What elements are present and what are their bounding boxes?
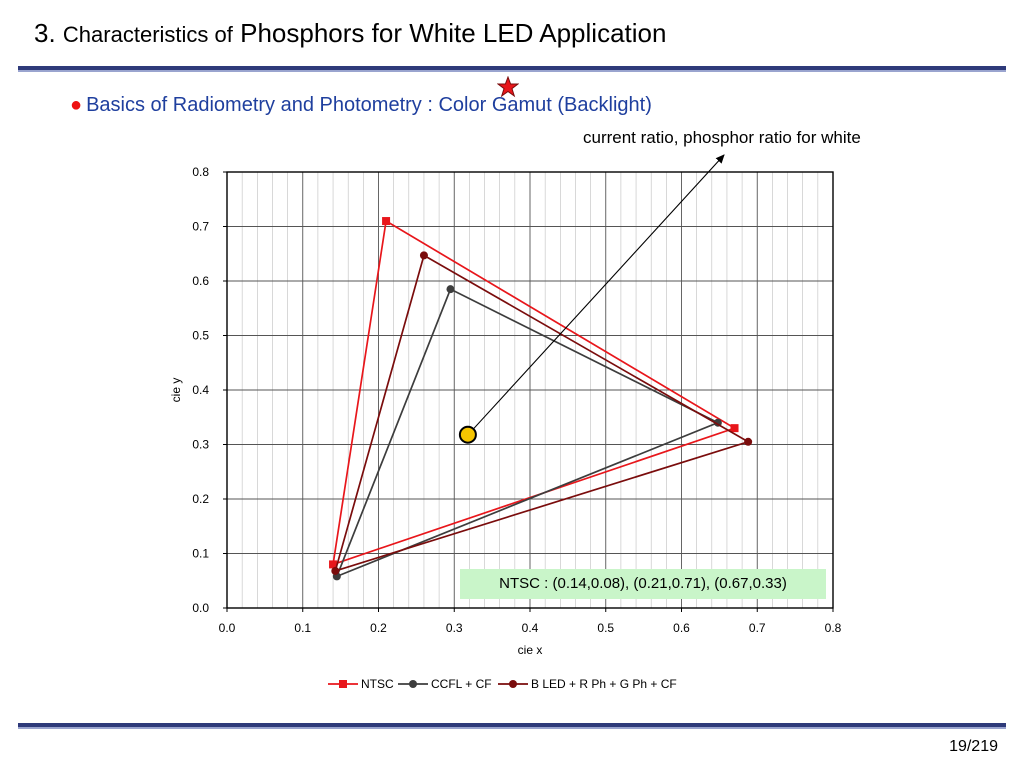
x-tick-label: 0.8: [824, 621, 842, 635]
y-tick-label: 0.2: [192, 492, 209, 506]
legend-marker-2: [509, 680, 517, 688]
white-point-marker: [460, 427, 476, 443]
annotation-note: current ratio, phosphor ratio for white: [583, 128, 861, 147]
y-tick-label: 0.5: [192, 328, 209, 343]
title-main: Phosphors for White LED Application: [240, 18, 667, 48]
y-tick-label: 0.0: [192, 601, 209, 615]
series-point-2: [420, 251, 428, 259]
x-tick-label: 0.7: [748, 621, 766, 635]
ntsc-coordinates-box: NTSC : (0.14,0.08), (0.21,0.71), (0.67,0.33): [460, 569, 826, 599]
x-tick-label: 0.4: [521, 621, 539, 635]
y-tick-label: 0.6: [192, 274, 209, 288]
legend-marker-0: [339, 680, 347, 688]
y-tick-label: 0.7: [192, 219, 209, 234]
y-tick-label: 0.4: [192, 383, 209, 397]
footer-rule: [18, 723, 1006, 727]
y-axis-label: cie y: [169, 377, 183, 403]
legend-label-1: CCFL + CF: [431, 677, 492, 691]
x-tick-label: 0.2: [370, 621, 387, 635]
title-prefix: Characteristics of: [62, 22, 233, 47]
bullet-text: Basics of Radiometry and Photometry : Color Gamut (Backlight): [86, 94, 652, 116]
legend-label-0: NTSC: [361, 677, 394, 691]
title-number: 3.: [34, 18, 56, 48]
x-tick-label: 0.1: [294, 621, 312, 635]
legend-marker-1: [409, 680, 417, 688]
x-tick-label: 0.0: [218, 621, 236, 635]
series-point-1: [446, 285, 454, 293]
bullet-dot-icon: ●: [70, 94, 83, 116]
y-tick-label: 0.8: [192, 165, 209, 179]
x-axis-label: cie x: [517, 643, 543, 657]
series-point-0: [382, 217, 390, 225]
series-point-0: [731, 424, 739, 432]
x-tick-label: 0.3: [445, 621, 463, 635]
x-tick-label: 0.6: [673, 621, 690, 635]
series-point-2: [331, 567, 339, 575]
series-point-2: [744, 438, 752, 446]
x-tick-label: 0.5: [597, 621, 615, 635]
y-tick-label: 0.1: [192, 546, 209, 561]
legend-label-2: B LED + R Ph + G Ph + CF: [531, 677, 677, 691]
page-number: 19/219: [949, 738, 998, 755]
y-tick-label: 0.3: [192, 437, 209, 452]
